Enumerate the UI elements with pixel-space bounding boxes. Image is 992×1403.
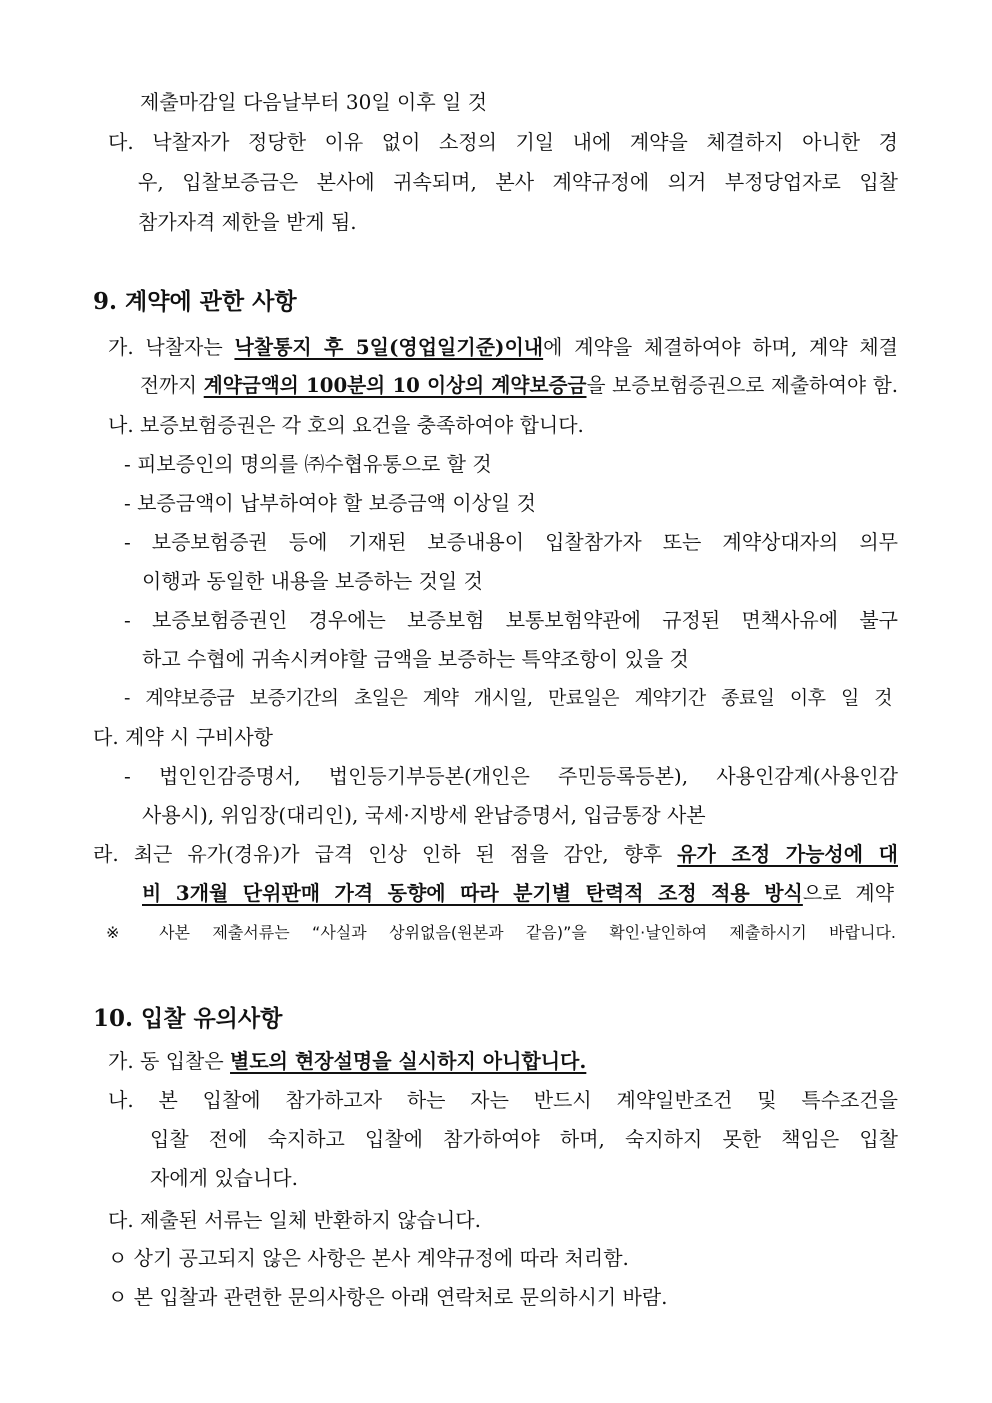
sec10-item-na-line-3: 자에게 있습니다. — [150, 1166, 298, 1190]
sec9-ra2-text-after: 으로 계약 — [802, 881, 894, 905]
sec10-item-ga — [108, 1047, 586, 1075]
sec9-item-ga-line-2 — [140, 372, 898, 400]
section-9-heading: 9. 계약에 관한 사항 — [93, 288, 297, 315]
sec9-ra1-underlined: 유가 조정 가능성에 대 — [677, 842, 898, 866]
sec9-item-ra-line-1 — [93, 840, 898, 868]
sec8-item-da-line-2: 우, 입찰보증금은 본사에 귀속되며, 본사 계약규정에 의거 부정당업자로 입찰 — [138, 170, 898, 194]
sec9-bullet-3-line-1: - 보증보험증권 등에 기재된 보증내용이 입찰참가자 또는 계약상대자의 의무 — [124, 530, 898, 554]
sec9-ra2-underlined: 비 3개월 단위판매 가격 동향에 따라 분기별 탄력적 조정 적용 방식 — [142, 881, 803, 905]
sec9-ga2-text-after: 을 보증보험증권으로 제출하여야 함. — [586, 374, 898, 397]
sec10-ga-text: 가. 동 입찰은 — [108, 1049, 231, 1073]
sec10-item-da: 다. 제출된 서류는 일체 반환하지 않습니다. — [108, 1208, 481, 1232]
sec9-item-da: 다. 계약 시 구비사항 — [93, 725, 273, 749]
sec9-bullet-3-line-2: 이행과 동일한 내용을 보증하는 것일 것 — [142, 569, 483, 593]
sec9-item-ga-line-1 — [108, 333, 898, 361]
sec9-bullet-1: - 피보증인의 명의를 ㈜수협유통으로 할 것 — [124, 452, 492, 476]
sec8-item-da-line-1: 다. 낙찰자가 정당한 이유 없이 소정의 기일 내에 계약을 체결하지 아니한 경 — [108, 130, 898, 154]
sec8-item-da-line-3: 참가자격 제한을 받게 됨. — [138, 210, 357, 234]
sec9-ga1-text: 가. 낙찰자는 — [108, 335, 235, 359]
sec10-circle-item-2: ㅇ 본 입찰과 관련한 문의사항은 아래 연락처로 문의하시기 바람. — [108, 1285, 668, 1309]
sec9-ga2-underlined: 계약금액의 100분의 10 이상의 계약보증금 — [203, 374, 587, 397]
sec9-bullet-4-line-1: - 보증보험증권인 경우에는 보증보험 보통보험약관에 규정된 면책사유에 불구 — [124, 608, 898, 632]
sec10-circle-item-1: ㅇ 상기 공고되지 않은 사항은 본사 계약규정에 따라 처리함. — [108, 1246, 629, 1270]
sec9-bullet-4-line-2: 하고 수협에 귀속시켜야할 금액을 보증하는 특약조항이 있을 것 — [142, 647, 689, 671]
sec9-bullet-5: - 계약보증금 보증기간의 초일은 계약 개시일, 만료일은 계약기간 종료일 이후 일 것 — [124, 687, 892, 709]
sec9-note: ※ 사본 제출서류는 “사실과 상위없음(원본과 같음)”을 확인·날인하여 제출하시기 바랍니다. — [106, 923, 896, 942]
section-10-heading: 10. 입찰 유의사항 — [93, 1005, 283, 1032]
sec9-da-bullet-line-1: - 법인인감증명서, 법인등기부등본(개인은 주민등록등본), 사용인감계(사용인감 — [124, 764, 898, 788]
sec10-item-na-line-1: 나. 본 입찰에 참가하고자 하는 자는 반드시 계약일반조건 및 특수조건을 — [108, 1088, 898, 1112]
sec9-ga1-text-after: 에 계약을 체결하여야 하며, 계약 체결 — [543, 335, 898, 359]
sec9-item-na: 나. 보증보험증권은 각 호의 요건을 충족하여야 합니다. — [108, 413, 584, 437]
sec10-item-na-line-2: 입찰 전에 숙지하고 입찰에 참가하여야 하며, 숙지하지 못한 책임은 입찰 — [150, 1127, 898, 1151]
sec10-ga-underlined: 별도의 현장설명을 실시하지 아니합니다. — [230, 1049, 587, 1073]
sec9-ga2-text: 전까지 — [140, 374, 204, 397]
sec9-da-bullet-line-2: 사용시), 위임장(대리인), 국세·지방세 완납증명서, 입금통장 사본 — [142, 803, 706, 827]
sec9-bullet-2: - 보증금액이 납부하여야 할 보증금액 이상일 것 — [124, 491, 536, 515]
sec9-ra1-text: 라. 최근 유가(경유)가 급격 인상 인하 된 점을 감안, 향후 — [93, 842, 678, 866]
sec8-line-1: 제출마감일 다음날부터 30일 이후 일 것 — [140, 90, 488, 114]
sec9-item-ra-line-2 — [142, 879, 894, 907]
sec9-ga1-underlined: 낙찰통지 후 5일(영업일기준)이내 — [234, 335, 544, 359]
